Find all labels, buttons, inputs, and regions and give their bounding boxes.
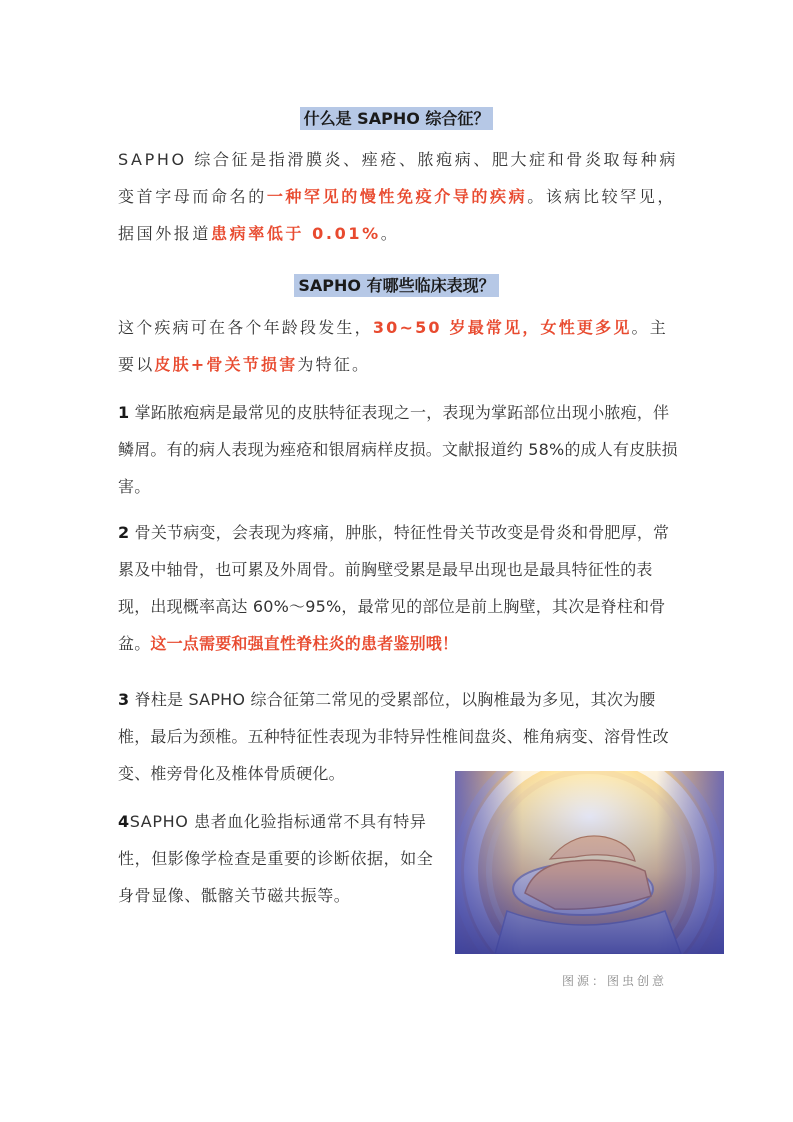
point-number: 1: [118, 403, 130, 422]
highlight-text: 患病率低于 0.01%: [211, 224, 381, 243]
text-run: 为特征。: [297, 355, 371, 374]
text-run: 这个疾病可在各个年龄段发生，: [118, 318, 373, 337]
text-run: 。: [380, 224, 400, 243]
section-heading-what-is-sapho: [0, 106, 793, 129]
mri-scanner-photo: [455, 771, 724, 954]
highlight-text: 这一点需要和强直性脊柱炎的患者鉴别哦！: [150, 634, 459, 653]
image-caption: 图源：图虫创意: [562, 974, 668, 988]
mri-scanner-illustration: [455, 771, 724, 954]
text-run: 脊柱是 SAPHO 综合征第二常见的受累部位，以胸椎最为多见，其次为腰椎，最后为颈椎。五种特征性表现为非特异性椎间盘炎、椎角病变、溶骨性改变、椎旁骨化及椎体骨质硬化。: [118, 690, 669, 783]
point-2-paragraph: [118, 514, 678, 662]
point-number: 4: [118, 812, 130, 831]
point-4-paragraph: [118, 803, 448, 914]
highlight-text: 一种罕见的慢性免疫介导的疾病: [266, 187, 528, 206]
text-run: SAPHO 综合征是指滑膜炎、痤疮、脓疱病、肥大症和骨炎取每种病变首字母而命名的: [118, 150, 678, 206]
heading-text: SAPHO 有哪些临床表现？: [294, 274, 498, 297]
text-run: 。该病比较罕见，据国外报道: [118, 187, 677, 243]
heading-text: 什么是 SAPHO 综合征？: [300, 107, 494, 130]
text-run: 掌跖脓疱病是最常见的皮肤特征表现之一，表现为掌跖部位出现小脓疱，伴鳞屑。有的病人表现为痤疮和银屑病样皮损。文献报道约 58%的成人有皮肤损害。: [118, 403, 678, 496]
highlight-text: 30~50 岁最常见，女性更多见: [372, 318, 632, 337]
point-number: 3: [118, 690, 130, 709]
text-run: SAPHO 患者血化验指标通常不具有特异性，但影像学检查是重要的诊断依据，如全身骨显像、骶髂关节磁共振等。: [118, 812, 434, 905]
overview-paragraph: [118, 309, 678, 383]
highlight-text: 皮肤+骨关节损害: [154, 355, 298, 374]
point-number: 2: [118, 523, 130, 542]
text-run: 骨关节病变，会表现为疼痛，肿胀，特征性骨关节改变是骨炎和骨肥厚，常累及中轴骨，也可累及外周骨。前胸壁受累是最早出现也是最具特征性的表现，出现概率高达 60%～95%，最常见的部位是前上胸壁，其次是脊柱和骨盆。: [118, 523, 670, 653]
intro-paragraph: [118, 141, 678, 252]
point-1-paragraph: [118, 394, 678, 505]
section-heading-clinical-manifestations: [0, 273, 793, 296]
text-run: 。主要以: [118, 318, 668, 374]
